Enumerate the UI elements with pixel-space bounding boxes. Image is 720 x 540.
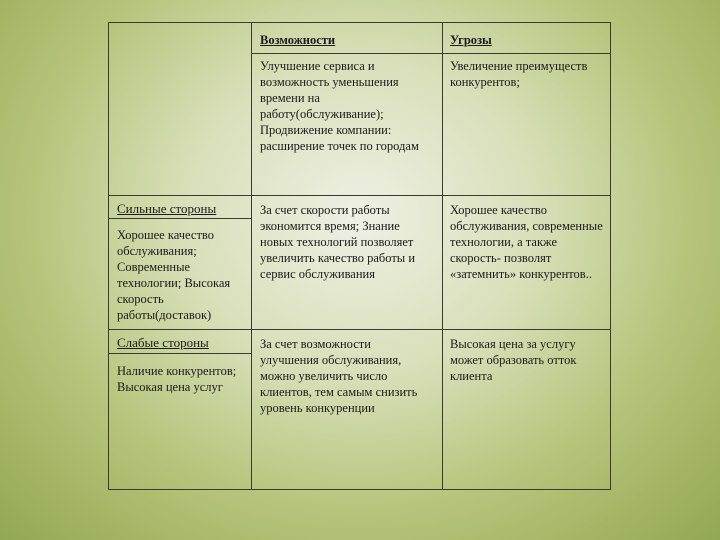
threats-text: Увеличение преимуществ конкурентов; <box>450 59 588 89</box>
swot-table <box>108 22 611 490</box>
strengths-title: Сильные стороны <box>117 201 217 216</box>
row-divider <box>109 329 610 330</box>
weaknesses-items: Наличие конкурентов; Высокая цена услуг <box>117 364 237 394</box>
opportunities-text: Улучшение сервиса и возможность уменьшения времени на работу(обслуживание); Продвижение компании: расширение точек по городам <box>260 59 419 153</box>
weaknesses-title: Слабые стороны <box>117 335 209 350</box>
weaknesses-threats-text: Высокая цена за услугу может образовать отток клиента <box>450 337 577 383</box>
column-divider <box>442 23 443 489</box>
row-divider <box>251 53 610 54</box>
header-threats: Угрозы <box>450 33 492 47</box>
strengths-opportunities-text: За счет скорости работы экономится время; Знание новых технологий позволяет увеличить качество работы и сервис обслуживания <box>260 203 416 281</box>
row-divider <box>109 353 251 354</box>
header-opportunities: Возможности <box>260 33 336 47</box>
row-divider <box>109 195 610 196</box>
weaknesses-opportunities-text: За счет возможности улучшения обслуживания, можно увеличить число клиентов, тем самым снизить уровень конкуренции <box>260 337 418 415</box>
row-divider <box>109 218 251 219</box>
column-divider <box>251 23 252 489</box>
strengths-items: Хорошее качество обслуживания; Современные технологии; Высокая скорость работы(доставок) <box>117 228 231 322</box>
strengths-threats-text: Хорошее качество обслуживания, современные технологии, а также скорость- позволят «затемнить» конкурентов.. <box>450 203 603 281</box>
